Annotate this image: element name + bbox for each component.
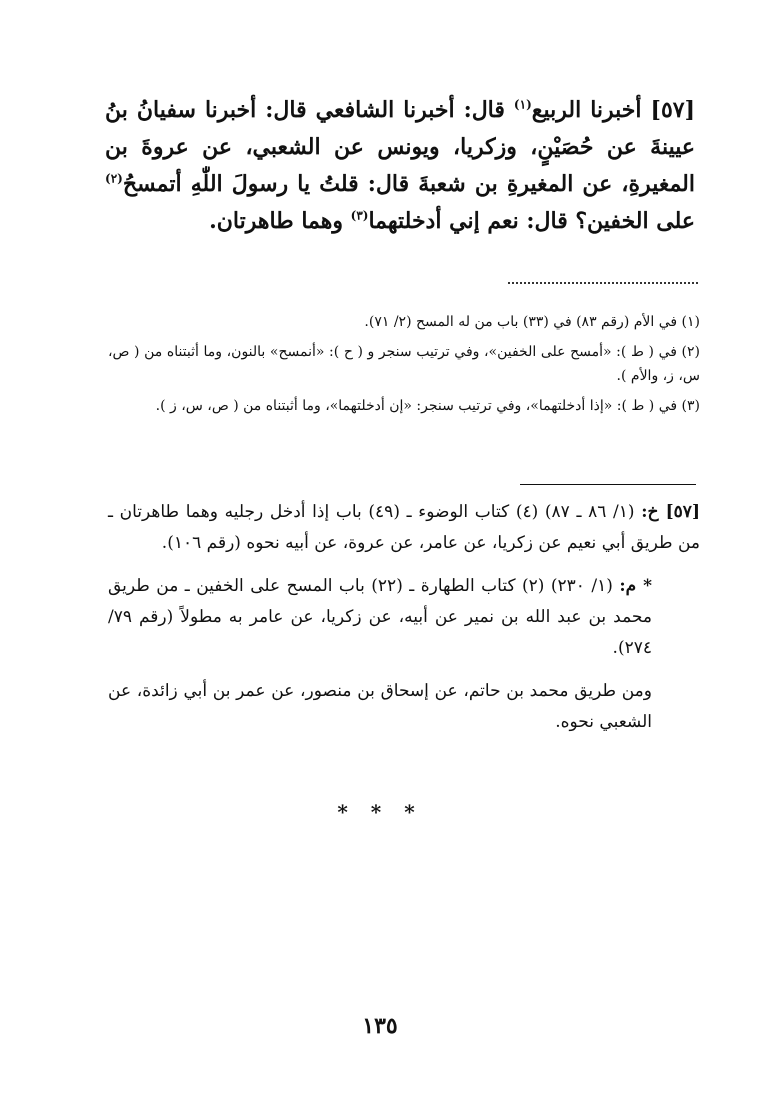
footnote-separator [508,282,698,284]
footnotes [108,310,700,424]
footnote-1: (١) في الأم (رقم ٨٣) في (٣٣) باب من له المسح (٢/ ٧١). [364,314,700,330]
footnote-3: (٣) في ( ط ): «إذا أدخلتهما»، وفي ترتيب سنجر: «إن أدخلتهما»، وما أثبتناه من ( ص، س، ز ). [155,398,700,414]
hadith-text-part1: أخبرنا الربيع [531,97,651,123]
takhrij-muslim-text: (١/ ٢٣٠) (٢) كتاب الطهارة ـ (٢٢) باب المسح على الخفين ـ من طريق محمد بن عبد الله بن نمير عن أبيه، عن زكريا، عن عامر به مطولاً (رقم ٧٩/ ٢٧٤). [108,576,652,658]
footnote-ref-1: (١) [513,97,532,112]
takhrij-bukhari-text: (١/ ٨٦ ـ ٨٧) (٤) كتاب الوضوء ـ (٤٩) باب إذا أدخل رجليه وهما طاهرتان ـ من طريق أبي نعيم عن زكريا، عن عامر، عن عروة، عن أبيه نحوه (رقم ١٠٦). [108,502,700,553]
hadith-text [105,92,695,240]
takhrij-section [108,497,700,750]
takhrij-muslim-lead: * م: [619,576,652,596]
hadith-text-part3: على الخفين؟ قال: نعم إني أدخلتهما [368,208,695,234]
hadith-text-part2: قال: أخبرنا الشافعي قال: أخبرنا سفيانُ بنُ عيينةَ عن حُصَيْنٍ، وزكريا، ويونس عن الشعبي، عن عروةَ بن المغيرةِ، عن المغيرةِ بن شعبةَ قال: قلتُ يا رسولَ اللّٰهِ أتمسحُ [105,97,695,197]
takhrij-bukhari [108,497,700,559]
hadith-text-part4: وهما طاهرتان. [209,208,351,234]
section-ornament: * * * [337,800,423,824]
hadith-block [105,92,695,240]
takhrij-muslim [108,571,700,664]
takhrij-muslim-second-route: ومن طريق محمد بن حاتم، عن إسحاق بن منصور، عن عمر بن أبي زائدة، عن الشعبي نحوه. [108,681,652,732]
footnote-ref-3: (٣) [350,208,369,223]
footnote-2: (٢) في ( ط ): «أمسح على الخفين»، وفي ترتيب سنجر و ( ح ): «أنمسح» بالنون، وما أثبتناه من ( ص، س، ز، والأم ). [108,344,700,384]
takhrij-separator-rule [520,484,696,485]
hadith-number: [٥٧] [650,97,696,123]
footnote-ref-2: (٢) [105,171,123,186]
takhrij-bukhari-lead: [٥٧] خ: [641,502,700,522]
page-number: ١٣٥ [362,1013,398,1039]
